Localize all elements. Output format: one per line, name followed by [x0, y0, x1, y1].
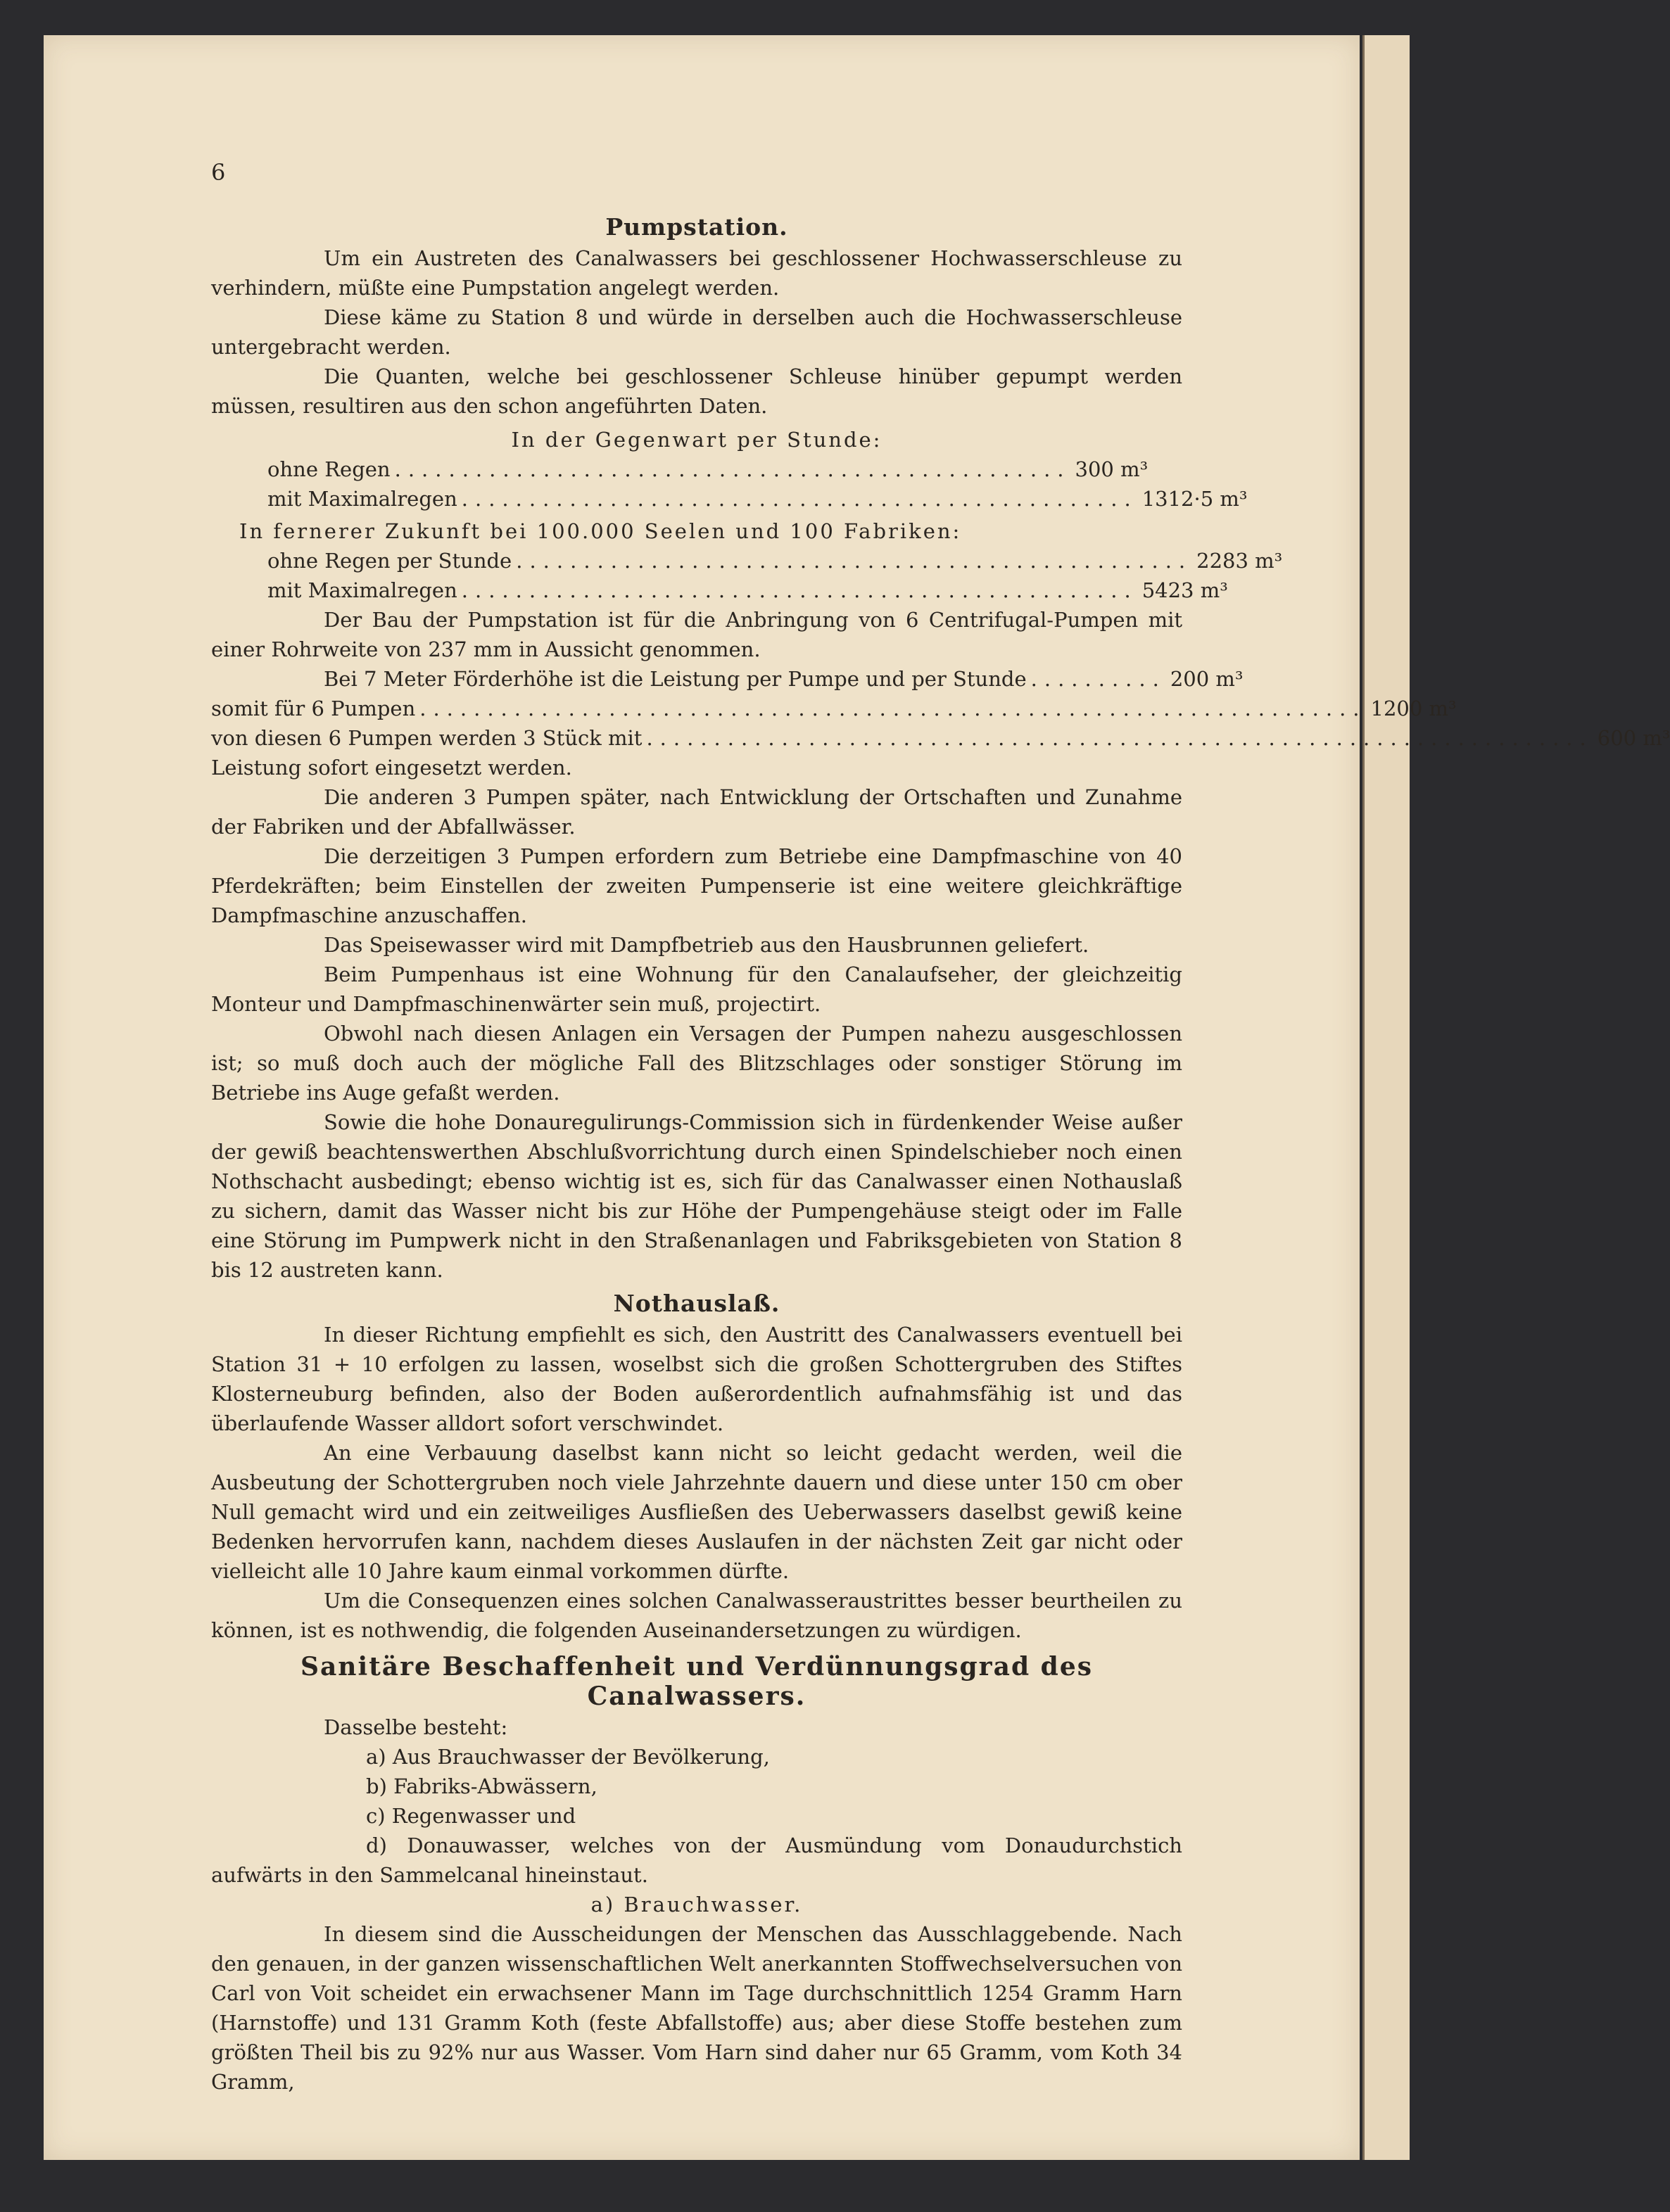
- page-body: [211, 208, 1670, 2097]
- capacity-label: Bei 7 Meter Förderhöhe ist die Leistung per Pumpe und per Stunde: [324, 667, 1027, 691]
- capacity-row: [211, 664, 1244, 694]
- quantity-row: [211, 576, 1228, 605]
- paragraph: Leistung sofort eingesetzt werden.: [211, 756, 572, 780]
- capacity-row: [211, 694, 1457, 723]
- capacity-value: 200 m³: [1170, 667, 1244, 691]
- paragraph: Die Quanten, welche bei geschlossener Schleuse hinüber gepumpt werden müssen, resultiren aus den schon angeführten Daten.: [211, 364, 1182, 418]
- leader-dots: ......................................................................: [419, 697, 1367, 720]
- paragraph: In dieser Richtung empfiehlt es sich, den Austritt des Canalwassers eventuell bei Station 31 + 10 erfolgen zu lassen, woselbst sich die großen Schottergruben des Stiftes Klosterneuburg befinden, also der Boden außerordentlich aufnahmsfähig ist und das überlaufende Wasser alldort sofort verschwindet.: [211, 1323, 1182, 1435]
- quantity-value: 300 m³: [1075, 457, 1149, 481]
- paragraph: Der Bau der Pumpstation ist für die Anbringung von 6 Centrifugal-Pumpen mit einer Rohrweite von 237 mm in Aussicht genommen.: [211, 608, 1182, 661]
- quantity-label: mit Maximalregen: [267, 578, 457, 602]
- paragraph: Beim Pumpenhaus ist eine Wohnung für den Canalaufseher, der gleichzeitig Monteur und Dampfmaschinenwärter sein muß, projectirt.: [211, 962, 1182, 1016]
- leader-dots: ..........: [1030, 667, 1166, 691]
- capacity-row: [211, 723, 1670, 753]
- subheading-brauchwasser: a) Brauchwasser.: [590, 1893, 803, 1917]
- quantity-value: 1312·5 m³: [1141, 487, 1248, 511]
- paragraph: Dasselbe besteht:: [324, 1715, 508, 1739]
- paragraph: Das Speisewasser wird mit Dampfbetrieb aus den Hausbrunnen geliefert.: [324, 933, 1089, 957]
- quantity-row: [211, 484, 1248, 514]
- paragraph: In diesem sind die Ausscheidungen der Menschen das Ausschlaggebende. Nach den genauen, in der ganzen wissenschaftlichen Welt anerkannten Stoffwechselversuchen von Carl von Voit scheidet ein erwachsener Mann im Tage durchschnittlich 1254 Gramm Harn (Harnstoffe) und 131 Gramm Koth (feste Abfallstoffe) aus; aber diese Stoffe bestehen zum größten Theil bis zu 92% nur aus Wasser. Vom Harn sind daher nur 65 Gramm, vom Koth 34 Gramm,: [211, 1922, 1182, 2094]
- leader-dots: ..................................................: [461, 578, 1138, 602]
- capacity-label: somit für 6 Pumpen: [211, 697, 416, 720]
- heading-nothauslass: Nothauslaß.: [613, 1290, 780, 1317]
- list-item: a) Aus Brauchwasser der Bevölkerung,: [366, 1745, 770, 1769]
- capacity-value: 600 m³: [1597, 726, 1670, 750]
- quantity-row: [211, 455, 1182, 484]
- page-number: 6: [211, 159, 226, 186]
- capacity-value: 1200 m³: [1370, 697, 1457, 720]
- present-heading: In der Gegenwart per Stunde:: [511, 428, 883, 452]
- quantity-label: mit Maximalregen: [267, 487, 457, 511]
- list-item: d) Donauwasser, welches von der Ausmündung vom Donaudurchstich aufwärts in den Sammelcanal hineinstaut.: [211, 1833, 1182, 1887]
- heading-sanitaer: Sanitäre Beschaffenheit und Verdünnungsgrad des Canalwassers.: [300, 1652, 1094, 1711]
- paragraph: Sowie die hohe Donauregulirungs-Commission sich in fürdenkender Weise außer der gewiß beachtenswerthen Abschlußvorrichtung durch einen Spindelschieber noch einen Nothschacht ausbedingt; ebenso wichtig ist es, sich für das Canalwasser einen Nothauslaß zu sichern, damit das Wasser nicht bis zur Höhe der Pumpengehäuse steigt oder im Falle eine Störung im Pumpwerk nicht in den Straßenanlagen und Fabriksgebieten von Station 8 bis 12 austreten kann.: [211, 1110, 1182, 1282]
- paragraph: An eine Verbauung daselbst kann nicht so leicht gedacht werden, weil die Ausbeutung der Schottergruben noch viele Jahrzehnte dauern und diese unter 150 cm ober Null gemacht wird und ein zeitweiliges Ausfließen des Ueberwassers daselbst gewiß keine Bedenken hervorrufen kann, nachdem dieses Auslaufen in der nächsten Zeit gar nicht oder vielleicht alle 10 Jahre kaum einmal vorkommen dürfte.: [211, 1441, 1182, 1583]
- future-heading: In fernerer Zukunft bei 100.000 Seelen und 100 Fabriken:: [239, 519, 962, 543]
- paragraph: Die anderen 3 Pumpen später, nach Entwicklung der Ortschaften und Zunahme der Fabriken und der Abfallwässer.: [211, 785, 1182, 839]
- heading-pumpstation: Pumpstation.: [605, 213, 788, 241]
- paragraph: Um ein Austreten des Canalwassers bei geschlossener Hochwasserschleuse zu verhindern, müßte eine Pumpstation angelegt werden.: [211, 246, 1182, 300]
- leader-dots: ..................................................: [516, 549, 1193, 573]
- quantity-value: 5423 m³: [1141, 578, 1228, 602]
- list-item: b) Fabriks-Abwässern,: [366, 1774, 597, 1798]
- paragraph: Die derzeitigen 3 Pumpen erfordern zum Betriebe eine Dampfmaschine von 40 Pferdekräften; beim Einstellen der zweiten Pumpenserie ist eine weitere gleichkräftige Dampfmaschine anzuschaffen.: [211, 844, 1182, 927]
- quantity-row: [211, 546, 1283, 576]
- leader-dots: ..................................................: [394, 457, 1071, 481]
- quantity-value: 2283 m³: [1196, 549, 1283, 573]
- next-page-edge: [1362, 35, 1410, 2160]
- quantity-label: ohne Regen: [267, 457, 391, 481]
- capacity-label: von diesen 6 Pumpen werden 3 Stück mit: [211, 726, 643, 750]
- paragraph: Um die Consequenzen eines solchen Canalwasseraustrittes besser beurtheilen zu können, ist es nothwendig, die folgenden Auseinandersetzungen zu würdigen.: [211, 1589, 1182, 1642]
- paragraph: Diese käme zu Station 8 und würde in derselben auch die Hochwasserschleuse untergebracht werden.: [211, 305, 1182, 359]
- leader-dots: ..................................................: [461, 487, 1138, 511]
- list-item: c) Regenwasser und: [366, 1804, 576, 1828]
- leader-dots: ......................................................................: [646, 726, 1593, 750]
- quantity-label: ohne Regen per Stunde: [267, 549, 512, 573]
- paragraph: Obwohl nach diesen Anlagen ein Versagen der Pumpen nahezu ausgeschlossen ist; so muß doch auch der mögliche Fall des Blitzschlages oder sonstiger Störung im Betriebe ins Auge gefaßt werden.: [211, 1022, 1182, 1105]
